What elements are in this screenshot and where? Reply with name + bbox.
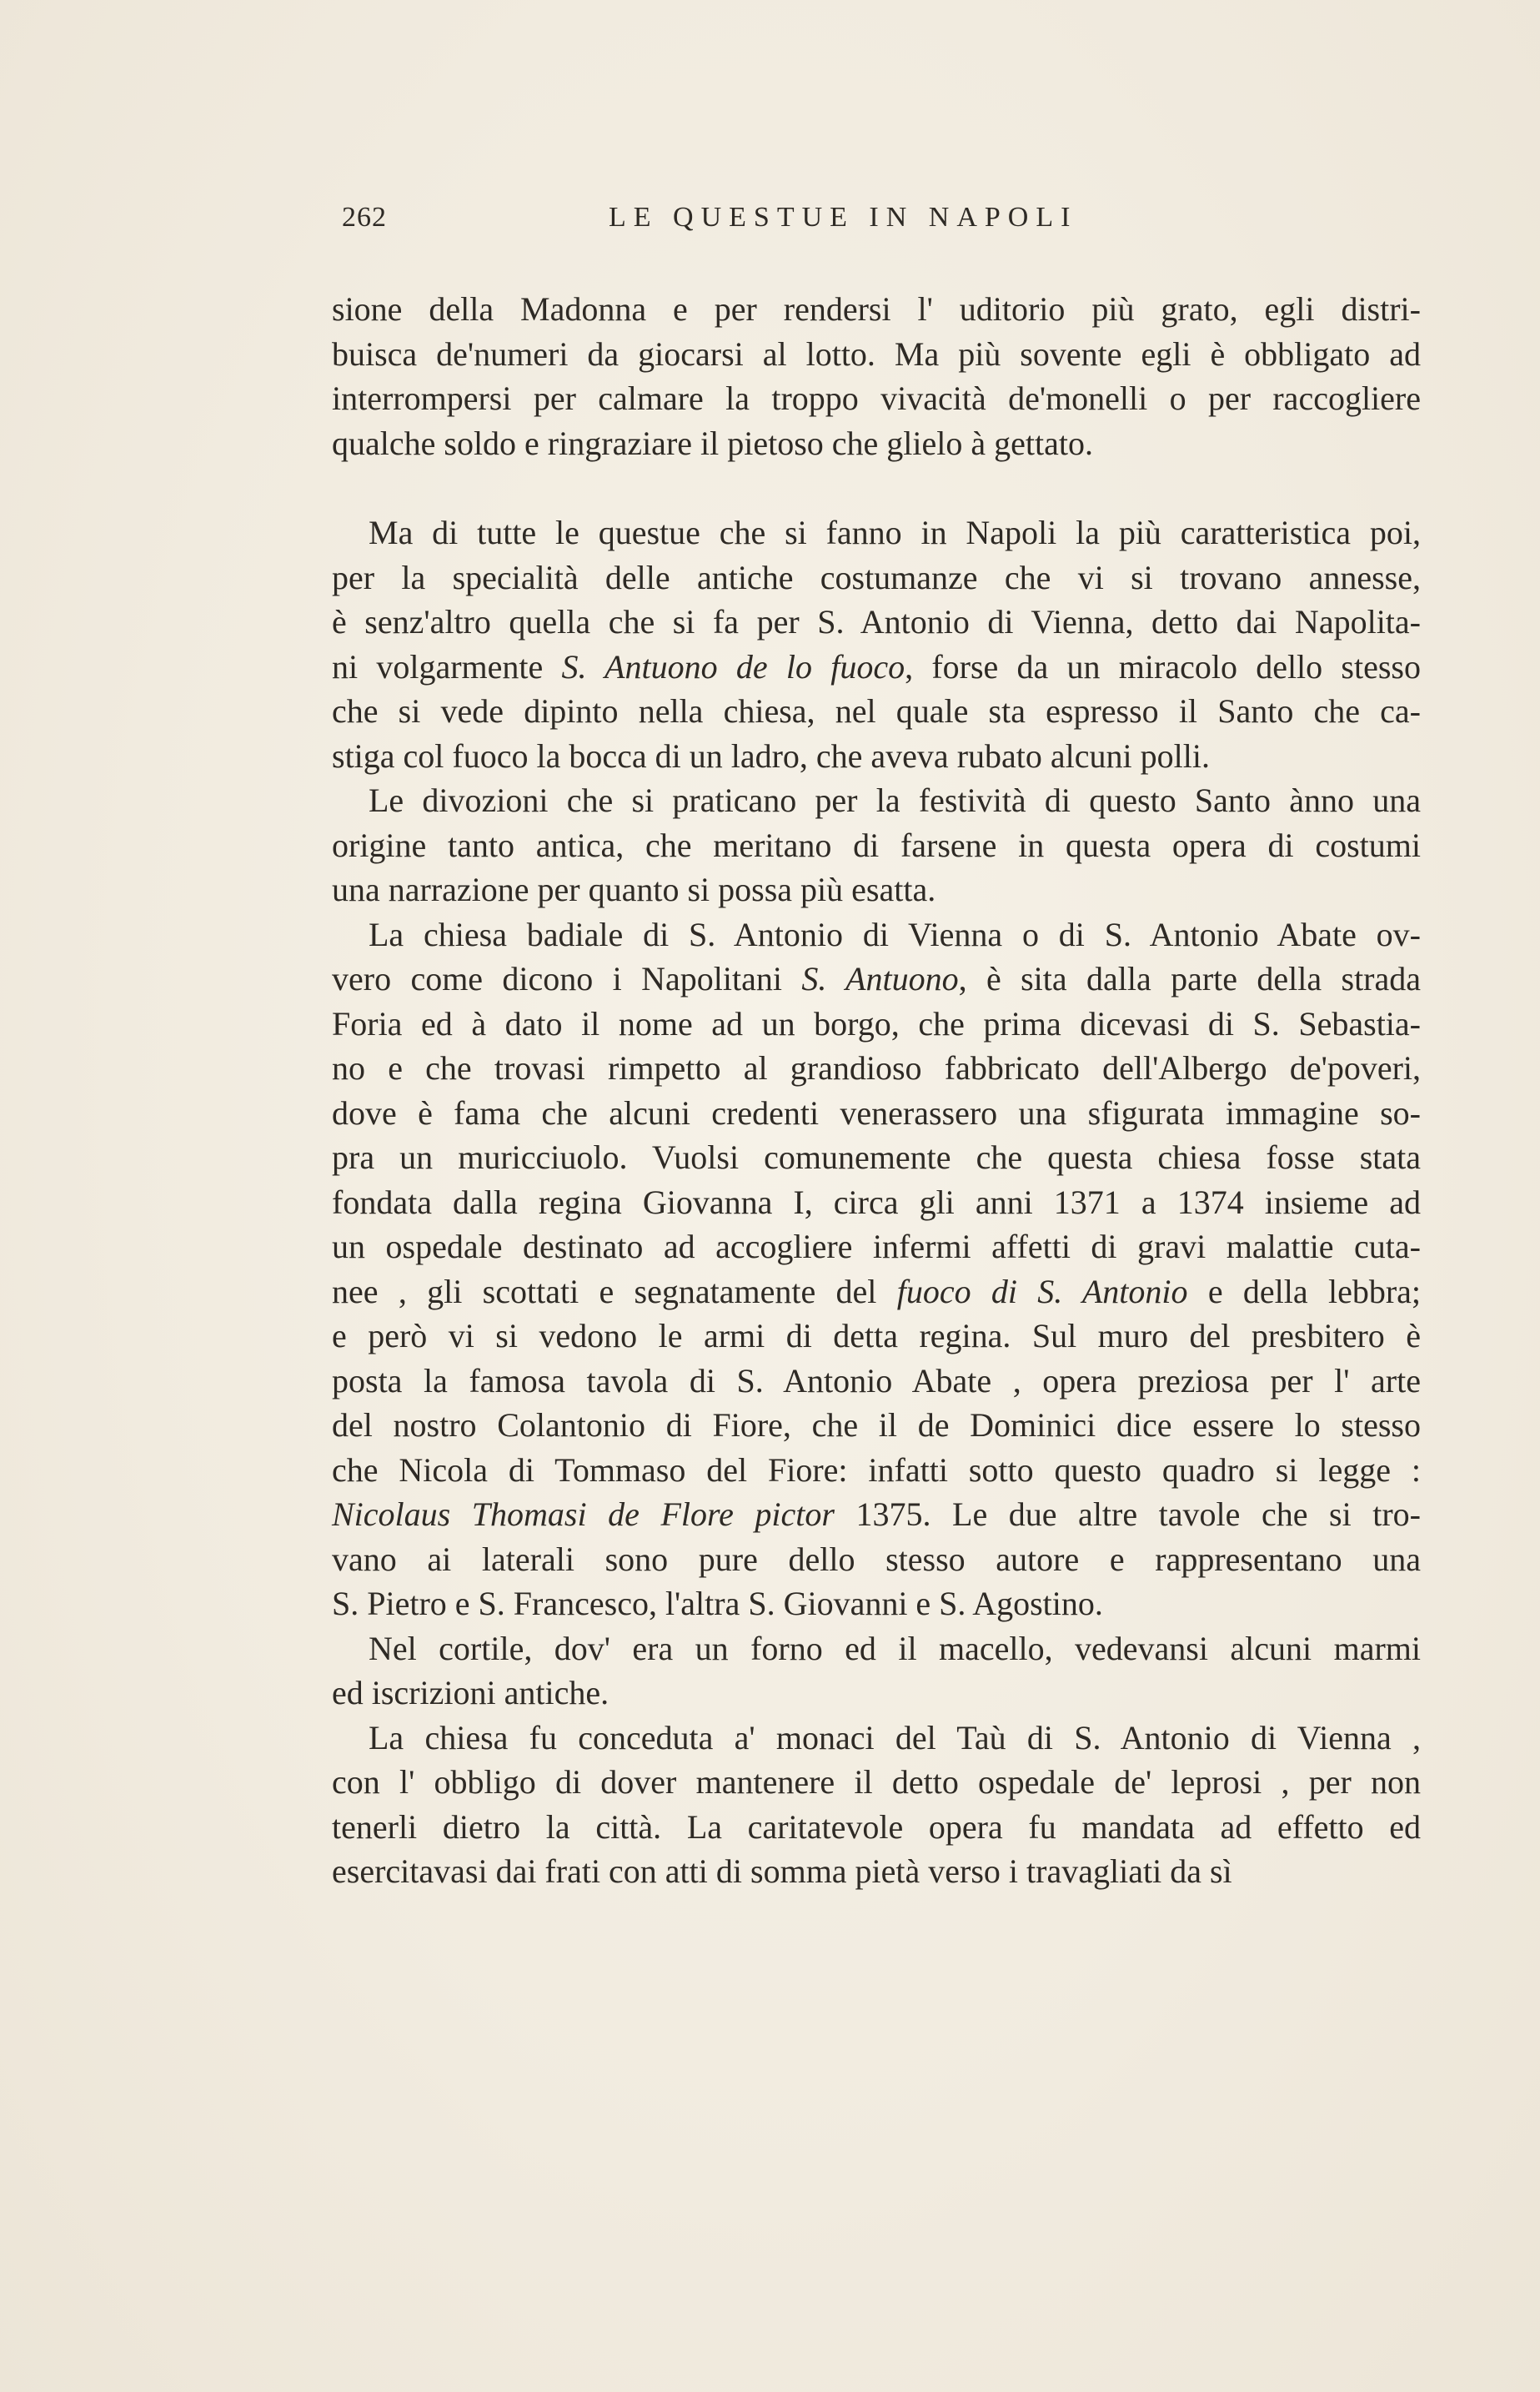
text-line [332, 332, 1421, 377]
body-text [332, 287, 1421, 1894]
text-line [332, 1448, 1421, 1493]
text-run: qualche soldo e ringraziare il pietoso che glielo à gettato. [332, 424, 1093, 462]
text-line [332, 1224, 1421, 1269]
paragraph [332, 510, 1421, 778]
text-line [332, 1403, 1421, 1448]
text-line [332, 823, 1421, 868]
text-line [332, 689, 1421, 734]
text-run: La chiesa fu conceduta a' monaci del Taù di S. Antonio di Vienna , [369, 1718, 1421, 1756]
text-run: con l' obbligo di dover mantenere il detto ospedale de' leprosi , per non [332, 1763, 1421, 1801]
text-line [332, 1091, 1421, 1136]
text-run: per la specialità delle antiche costumanze che vi si trovano annesse, [332, 558, 1421, 596]
text-run: Foria ed à dato il nome ad un borgo, che prima dicevasi di S. Sebastia- [332, 1004, 1421, 1043]
text-run: che Nicola di Tommaso del Fiore: infatti sotto questo quadro si legge : [332, 1450, 1421, 1489]
text-run: Ma di tutte le questue che si fanno in Napoli la più caratteristica poi, [369, 514, 1421, 551]
text-line [332, 1135, 1421, 1180]
text-run: che si vede dipinto nella chiesa, nel quale sta espresso il Santo che ca- [332, 692, 1421, 730]
text-run: Nel cortile, dov' era un forno ed il macello, vedevansi alcuni marmi [369, 1629, 1421, 1667]
text-run: una narrazione per quanto si possa più esatta. [332, 871, 936, 908]
italic-text: S. Antuono [801, 960, 959, 998]
text-run: Le divozioni che si praticano per la festività di questo Santo ànno una [369, 781, 1421, 819]
italic-text: S. Antuono de lo fuoco [561, 647, 905, 686]
text-line [332, 287, 1421, 332]
text-line [332, 1581, 1421, 1626]
text-run: 1375. Le due altre tavole che si tro- [834, 1495, 1421, 1533]
text-run: del nostro Colantonio di Fiore, che il de Dominici dice essere lo stesso [332, 1406, 1421, 1444]
text-run: La chiesa badiale di S. Antonio di Vienna o di S. Antonio Abate ov- [369, 915, 1421, 953]
text-run: è senz'altro quella che si fa per S. Antonio di Vienna, detto dai Napolita- [332, 603, 1421, 641]
text-line [332, 421, 1421, 466]
text-line [332, 1716, 1421, 1761]
text-run: no e che trovasi rimpetto al grandioso fabbricato dell'Albergo de'poveri, [332, 1049, 1421, 1087]
text-line [332, 1805, 1421, 1850]
text-line [332, 1002, 1421, 1047]
text-line [332, 1626, 1421, 1671]
text-line [332, 645, 1421, 690]
text-run: vero come dicono i Napolitani [332, 960, 802, 998]
text-line [332, 1671, 1421, 1716]
text-line [332, 1537, 1421, 1582]
text-line [332, 1046, 1421, 1091]
paragraph [332, 287, 1421, 465]
paragraph [332, 912, 1421, 1626]
text-run: sione della Madonna e per rendersi l' uditorio più grato, egli distri- [332, 290, 1421, 328]
text-run: esercitavasi dai frati con atti di somma pietà verso i travagliati da sì [332, 1852, 1232, 1890]
text-line [332, 957, 1421, 1002]
text-run: e della lebbra; [1187, 1272, 1422, 1310]
text-line [332, 600, 1421, 645]
text-run: origine tanto antica, che meritano di farsene in questa opera di costumi [332, 826, 1421, 864]
text-line [332, 1180, 1421, 1225]
page-number: 262 [342, 202, 387, 233]
text-run: S. Pietro e S. Francesco, l'altra S. Giovanni e S. Agostino. [332, 1585, 1103, 1622]
page-header [342, 202, 1426, 244]
text-run: nee , gli scottati e segnatamente del [332, 1272, 897, 1310]
text-line [332, 1492, 1421, 1537]
text-line [332, 867, 1421, 912]
text-line [332, 555, 1421, 601]
paragraph [332, 778, 1421, 912]
text-run: buisca de'numeri da giocarsi al lotto. Ma più sovente egli è obbligato ad [332, 334, 1421, 373]
italic-text: fuoco di S. Antonio [896, 1272, 1188, 1310]
text-run: e però vi si vedono le armi di detta regina. Sul muro del presbitero è [332, 1317, 1421, 1354]
text-run: vano ai laterali sono pure dello stesso autore e rappresentano una [332, 1540, 1421, 1578]
text-line [332, 1760, 1421, 1805]
text-line [332, 376, 1421, 421]
text-run: ed iscrizioni antiche. [332, 1674, 609, 1711]
paragraph [332, 1716, 1421, 1894]
text-run: fondata dalla regina Giovanna I, circa gli anni 1371 a 1374 insieme ad [332, 1183, 1421, 1221]
text-run: pra un muricciuolo. Vuolsi comunemente che questa chiesa fosse stata [332, 1138, 1421, 1176]
text-run: interrompersi per calmare la troppo vivacità de'monelli o per raccogliere [332, 379, 1421, 417]
text-run: dove è fama che alcuni credenti venerassero una sfigurata immagine so- [332, 1093, 1421, 1132]
text-run: stiga col fuoco la bocca di un ladro, che aveva rubato alcuni polli. [332, 736, 1210, 775]
text-run: ni volgarmente [332, 647, 562, 686]
text-line [332, 510, 1421, 555]
running-title: LE QUESTUE IN NAPOLI [609, 202, 1078, 233]
text-run: tenerli dietro la città. La caritatevole opera fu mandata ad effetto ed [332, 1807, 1421, 1846]
text-run: un ospedale destinato ad accogliere infermi affetti di gravi malattie cuta- [332, 1228, 1421, 1265]
text-line [332, 734, 1421, 779]
text-run: , forse da un miracolo dello stesso [905, 647, 1421, 686]
paragraph [332, 1626, 1421, 1716]
text-line [332, 912, 1421, 957]
text-line [332, 1269, 1421, 1314]
text-run: posta la famosa tavola di S. Antonio Abate , opera preziosa per l' arte [332, 1361, 1421, 1400]
text-line [332, 1849, 1421, 1894]
italic-text: Nicolaus Thomasi de Flore pictor [332, 1495, 835, 1533]
text-line [332, 778, 1421, 823]
text-line [332, 1314, 1421, 1359]
text-line [332, 1359, 1421, 1404]
text-run: , è sita dalla parte della strada [958, 960, 1422, 998]
